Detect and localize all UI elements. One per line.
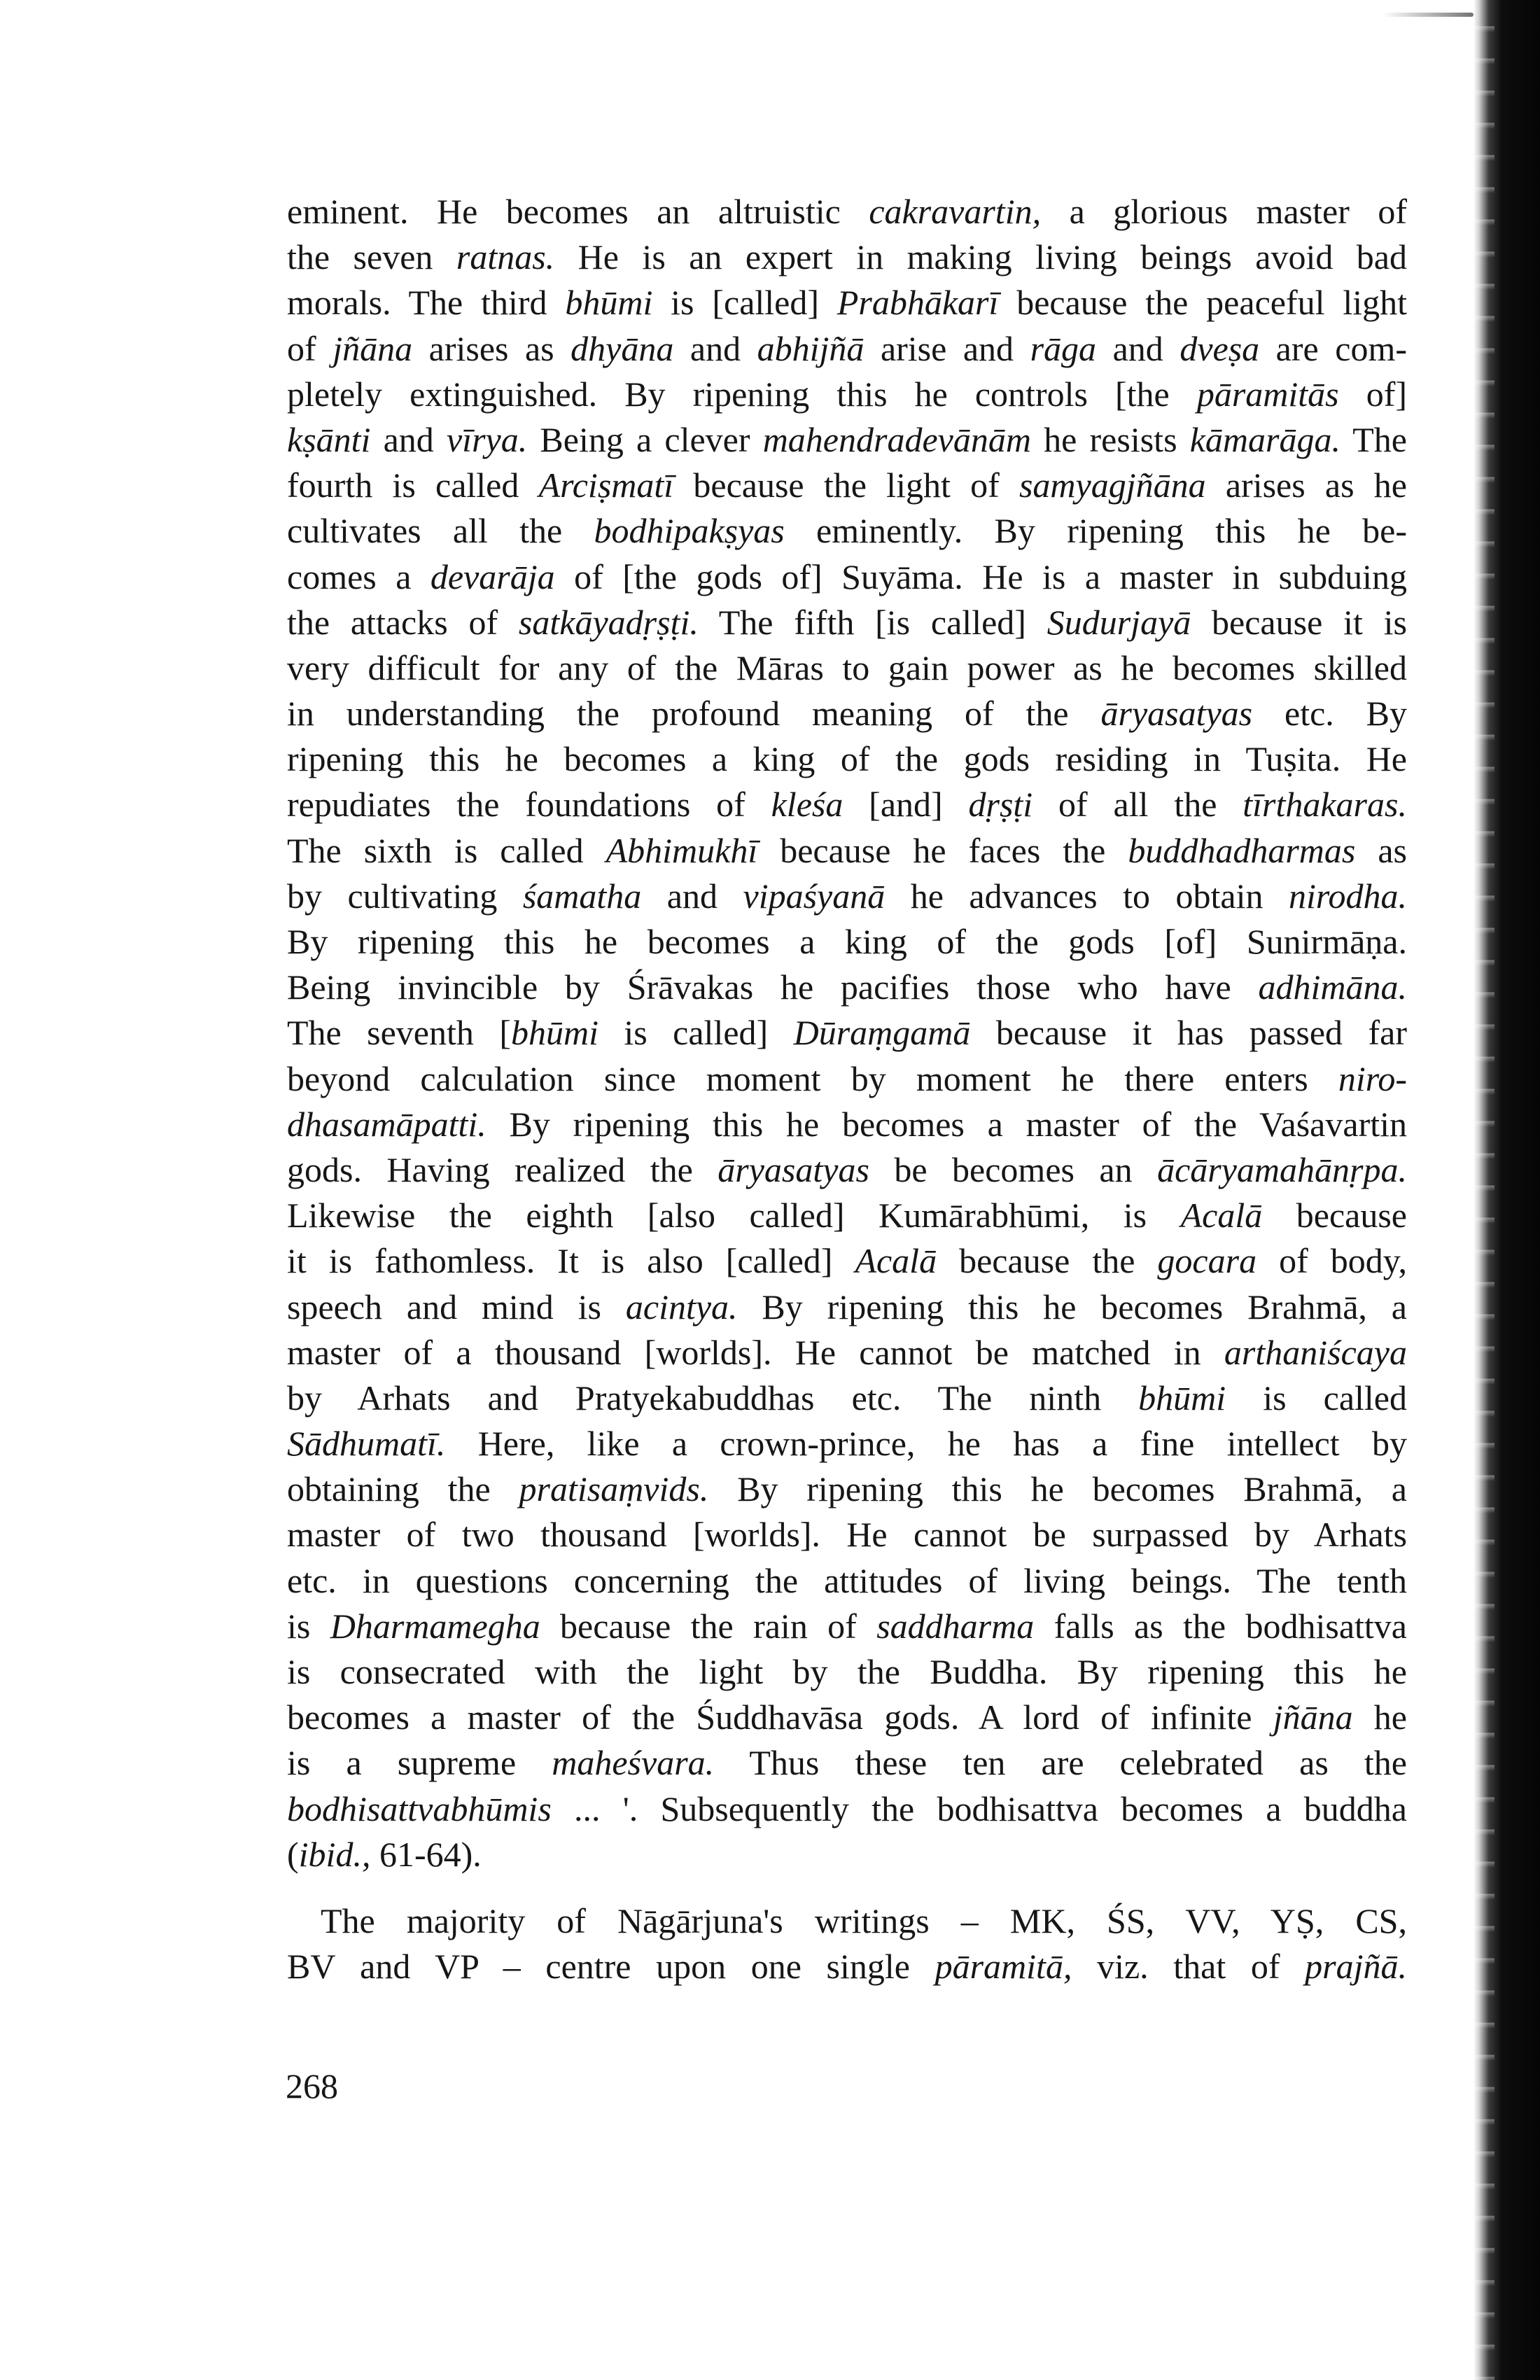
paragraph-2 bbox=[287, 1898, 1407, 1989]
text-line: repudiates the foundations of kleśa [and] dṛṣṭi of all the tīrthakaras. bbox=[287, 785, 1407, 825]
text-line: master of two thousand [worlds]. He cannot be surpassed by Arhats bbox=[287, 1515, 1407, 1555]
text-line: kṣānti and vīrya. Being a clever mahendradevānām he resists kāmarāga. The bbox=[287, 419, 1407, 459]
text-line: fourth is called Arciṣmatī because the light of samyagjñāna arises as he bbox=[287, 465, 1408, 505]
text-line: Sādhumatī. Here, like a crown-prince, he has a fine intellect by bbox=[287, 1424, 1407, 1464]
binding-edge-grain bbox=[1474, 0, 1494, 2380]
text-line: is a supreme maheśvara. Thus these ten are celebrated as the bbox=[287, 1743, 1407, 1783]
text-line: BV and VP – centre upon one single pāramitā, viz. that of prajñā. bbox=[287, 1947, 1407, 1987]
text-line: obtaining the pratisaṃvids. By ripening this he becomes Brahmā, a bbox=[287, 1469, 1407, 1509]
text-line: Likewise the eighth [also called] Kumārabhūmi, is Acalā because bbox=[287, 1196, 1407, 1236]
text-line: The seventh [bhūmi is called] Dūraṃgamā because it has passed far bbox=[287, 1013, 1407, 1053]
text-line: By ripening this he becomes a king of the gods [of] Sunirmāṇa. bbox=[287, 922, 1407, 961]
text-line: is consecrated with the light by the Buddha. By ripening this he bbox=[287, 1652, 1407, 1691]
text-line: ripening this he becomes a king of the gods residing in Tuṣita. He bbox=[287, 739, 1407, 779]
text-line: morals. The third bhūmi is [called] Prabhākarī because the peaceful light bbox=[287, 283, 1407, 323]
text-line: gods. Having realized the āryasatyas be becomes an ācāryamahānṛpa. bbox=[287, 1149, 1408, 1189]
text-line: the attacks of satkāyadṛṣṭi. The fifth [is called] Sudurjayā because it is bbox=[287, 602, 1407, 642]
text-line: becomes a master of the Śuddhavāsa gods. A lord of infinite jñāna he bbox=[287, 1698, 1408, 1737]
text-line: dhasamāpatti. By ripening this he becomes a master of the Vaśavartin bbox=[287, 1104, 1407, 1144]
text-line: speech and mind is acintya. By ripening this he becomes Brahmā, a bbox=[287, 1287, 1407, 1326]
text-line: bodhisattvabhūmis ... '. Subsequently the bodhisattva becomes a buddha bbox=[287, 1788, 1407, 1828]
paragraph-1 bbox=[287, 189, 1407, 1877]
text-line: in understanding the profound meaning of the āryasatyas etc. By bbox=[287, 694, 1407, 734]
binding-edge-shadow bbox=[1474, 0, 1540, 2380]
page-number: 268 bbox=[286, 2066, 338, 2106]
text-line: The majority of Nāgārjuna's writings – MK, ŚS, VV, YṢ, CS, bbox=[321, 1900, 1407, 1940]
scan-smudge bbox=[1382, 13, 1474, 17]
text-line: the seven ratnas. He is an expert in making living beings avoid bad bbox=[287, 237, 1407, 277]
text-line: comes a devarāja of [the gods of] Suyāma. He is a master in subduing bbox=[287, 556, 1407, 596]
text-line: Being invincible by Śrāvakas he pacifies those who have adhimāna. bbox=[287, 967, 1407, 1007]
text-line: it is fathomless. It is also [called] Acalā because the gocara of body, bbox=[287, 1241, 1408, 1281]
text-line: cultivates all the bodhipakṣyas eminently. By ripening this he be- bbox=[287, 511, 1407, 551]
text-line: by Arhats and Pratyekabuddhas etc. The ninth bhūmi is called bbox=[287, 1378, 1407, 1418]
text-line: very difficult for any of the Māras to gain power as he becomes skilled bbox=[287, 648, 1407, 687]
text-line: etc. in questions concerning the attitudes of living beings. The tenth bbox=[287, 1560, 1407, 1600]
page-body bbox=[287, 189, 1407, 1989]
text-line: beyond calculation since moment by moment he there enters niro- bbox=[287, 1058, 1407, 1098]
text-line: eminent. He becomes an altruistic cakravartin, a glorious master of bbox=[287, 192, 1408, 231]
text-line: is Dharmamegha because the rain of saddharma falls as the bodhisattva bbox=[287, 1606, 1408, 1646]
paragraph-spacer bbox=[287, 1877, 1407, 1898]
text-line: The sixth is called Abhimukhī because he faces the buddhadharmas as bbox=[287, 830, 1408, 870]
text-line: master of a thousand [worlds]. He cannot be matched in arthaniścaya bbox=[287, 1332, 1407, 1372]
text-line: by cultivating śamatha and vipaśyanā he advances to obtain nirodha. bbox=[287, 876, 1407, 916]
text-line: of jñāna arises as dhyāna and abhijñā arise and rāga and dveṣa are com- bbox=[287, 328, 1407, 368]
text-line: pletely extinguished. By ripening this he controls [the pāramitās of] bbox=[287, 374, 1407, 414]
text-line: (ibid., 61-64). bbox=[287, 1834, 482, 1874]
